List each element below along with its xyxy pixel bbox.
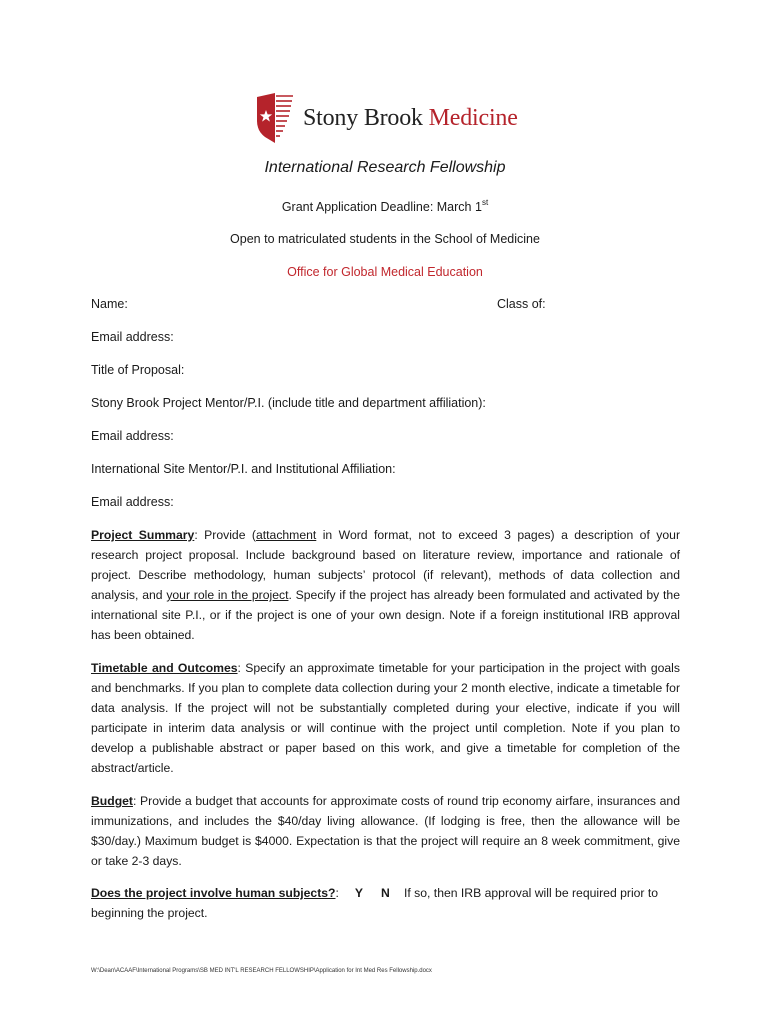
deadline-text: Grant Application Deadline: March 1 (281, 200, 482, 214)
project-summary-text-2: in Word format, not to exceed 3 pages) a description of your research project proposal. Include background based on literature review, importance and rationale of project. Describe methodology, human subjects’ protocol (if relevant), methods of data collection and analysis, and (91, 528, 680, 602)
project-summary-text-3: . Specify if the project has already been formulated and activated by the international site P.I., or if the project is one of your own design. Note if a foreign institutional IRB approval has been obtained. (91, 588, 680, 642)
logo (255, 92, 518, 144)
deadline-superscript: st (481, 198, 489, 207)
irb-note-continued: beginning the project. (91, 906, 208, 920)
file-path-footer: W:\Dean\ACAAF\International Programs\SB MED INT'L RESEARCH FELLOWSHIP\Application for Int Med Res Fellowship.docx (91, 968, 432, 974)
class-of-label: Class of: (497, 297, 546, 311)
logo-text-stony-brook: Stony Brook (303, 104, 423, 131)
logo-text-medicine: Medicine (428, 104, 518, 131)
your-role-text: your role in the project (166, 588, 289, 602)
logo-wordmark (303, 105, 518, 132)
timetable-paragraph (91, 658, 680, 778)
eligibility-line: Open to matriculated students in the School of Medicine (230, 232, 540, 246)
email-label-1: Email address: (91, 330, 174, 344)
name-label: Name: (91, 297, 128, 311)
irb-note: If so, then IRB approval will be required prior to (404, 886, 659, 900)
human-subjects-colon: : (335, 886, 339, 900)
intl-mentor-label: International Site Mentor/P.I. and Institutional Affiliation: (91, 462, 396, 476)
project-summary-heading: Project Summary (91, 528, 195, 542)
timetable-text: : Specify an approximate timetable for your participation in the project with goals and benchmarks. If you plan to complete data collection during your 2 month elective, indicate a timetable for data analysis. If the project will not be substantially completed during your elective, indicate if you will participate in interim data analysis or will continue with the project until completion. Note if you plan to develop a publishable abstract or paper based on this work, and give a timetable for completion of the abstract/article. (91, 661, 680, 775)
shield-star-icon (255, 93, 295, 143)
no-option[interactable]: N (381, 886, 390, 900)
page-title: International Research Fellowship (264, 159, 506, 176)
office-line: Office for Global Medical Education (287, 265, 483, 279)
budget-paragraph (91, 791, 680, 871)
timetable-heading: Timetable and Outcomes (91, 661, 238, 675)
title-of-proposal-label: Title of Proposal: (91, 363, 185, 377)
project-summary-paragraph (91, 525, 680, 645)
email-label-2: Email address: (91, 429, 174, 443)
attachment-text: attachment (255, 528, 317, 542)
deadline-line (0, 198, 770, 214)
email-label-3: Email address: (91, 495, 174, 509)
human-subjects-label: Does the project involve human subjects? (91, 886, 336, 900)
sb-mentor-label: Stony Brook Project Mentor/P.I. (include title and department affiliation): (91, 396, 486, 410)
budget-heading: Budget (91, 794, 133, 808)
human-subjects-question (91, 883, 680, 920)
budget-text: : Provide a budget that accounts for approximate costs of round trip economy airfare, insurances and immunizations, and includes the $40/day living allowance. (If lodging is free, then the allowance will be $30/day.) Maximum budget is $4000. Expectation is that the project will require an 8 week commitment, give or take 2-3 days. (91, 794, 680, 868)
project-summary-text-1: : Provide ( (194, 528, 256, 542)
yes-option[interactable]: Y (354, 886, 364, 900)
